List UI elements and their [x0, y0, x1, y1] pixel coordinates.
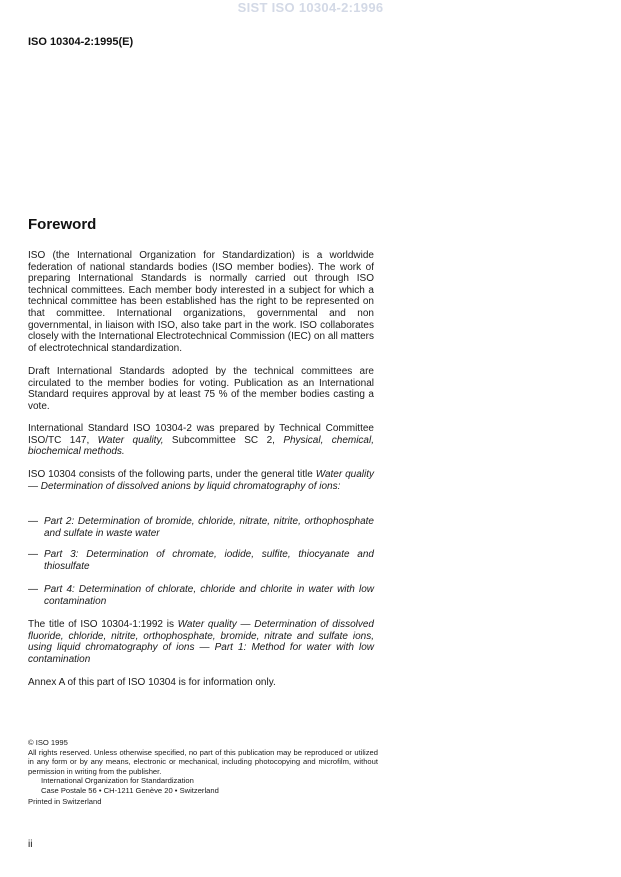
- sc-title: Physical, chemical, biochemical methods.: [28, 434, 374, 458]
- dash-marker: —: [28, 516, 38, 527]
- paragraph-draft-standards: Draft International Standards adopted by the technical committees are circulated to the member bodies for voting. Publication as an International Standard requires approval by at least 75 % of the member bodies casting a vote.: [28, 366, 374, 412]
- paragraph-annex: Annex A of this part of ISO 10304 is for information only.: [28, 677, 276, 688]
- prepared-by-lead: International Standard ISO 10304-2 was prepared by Technical Committee ISO/TC 147,: [28, 423, 374, 446]
- page-number: ii: [28, 839, 33, 850]
- rights-statement: All rights reserved. Unless otherwise specified, no part of this publication may be reproduced or utilized in any form or by any means, electronic or mechanical, including photocopying and microfilm, without permission in writing from the publisher.: [28, 747, 378, 776]
- prepared-by-mid: Subcommittee SC 2,: [163, 434, 284, 446]
- organization-name: International Organization for Standardization: [41, 776, 194, 785]
- part-3-title: Part 3: Determination of chromate, iodide, sulfite, thiocyanate and thiosulfate: [44, 549, 374, 572]
- organization-address: Case Postale 56 • CH-1211 Genève 20 • Switzerland: [41, 785, 219, 795]
- page-title: Foreword: [28, 216, 97, 233]
- list-item-part-3: [28, 549, 374, 572]
- copyright-line: © ISO 1995: [28, 738, 68, 747]
- paragraph-prepared-by: [28, 423, 374, 458]
- list-item-part-4: [28, 584, 374, 607]
- part-1-lead: The title of ISO 10304-1:1992 is: [28, 619, 178, 630]
- copyright-block: [28, 738, 378, 807]
- dash-marker: —: [28, 549, 38, 560]
- part-4-title: Part 4: Determination of chlorate, chloride and chlorite in water with low contamination: [44, 584, 374, 607]
- paragraph-iso-intro: ISO (the International Organization for Standardization) is a worldwide federation of national standards bodies (ISO member bodies). The work of preparing International Standards is normally carried out through ISO technical committees. Each member body interested in a subject for which a technical committee has been established has the right to be represented on that committee. International organizations, governmental and non governmental, in liaison with ISO, also take part in the work. ISO collaborates closely with the International Electrotechnical Commission (IEC) on all matters of electrotechnical standardization.: [28, 250, 374, 354]
- part-2-title: Part 2: Determination of bromide, chloride, nitrate, nitrite, orthophosphate and sulfate in waste water: [44, 516, 374, 539]
- tc-title: Water quality,: [97, 434, 164, 446]
- watermark: SIST ISO 10304-2:1996: [237, 0, 384, 15]
- paragraph-parts-intro: [28, 469, 374, 492]
- printed-in: Printed in Switzerland: [28, 797, 102, 806]
- general-title: Water quality — Determination of dissolved anions by liquid chromatography of ions:: [28, 469, 374, 492]
- part-1-title: Water quality — Determination of dissolved fluoride, chloride, nitrite, orthophosphate, bromide, nitrate and sulfate ions, using liquid chromatography of ions — Part 1: Method for water with low contamination: [28, 619, 374, 665]
- parts-intro-lead: ISO 10304 consists of the following parts, under the general title: [28, 469, 316, 480]
- list-item-part-2: [28, 516, 374, 539]
- document-id: ISO 10304-2:1995(E): [28, 36, 134, 48]
- paragraph-part-1-title: [28, 619, 374, 665]
- dash-marker: —: [28, 584, 38, 595]
